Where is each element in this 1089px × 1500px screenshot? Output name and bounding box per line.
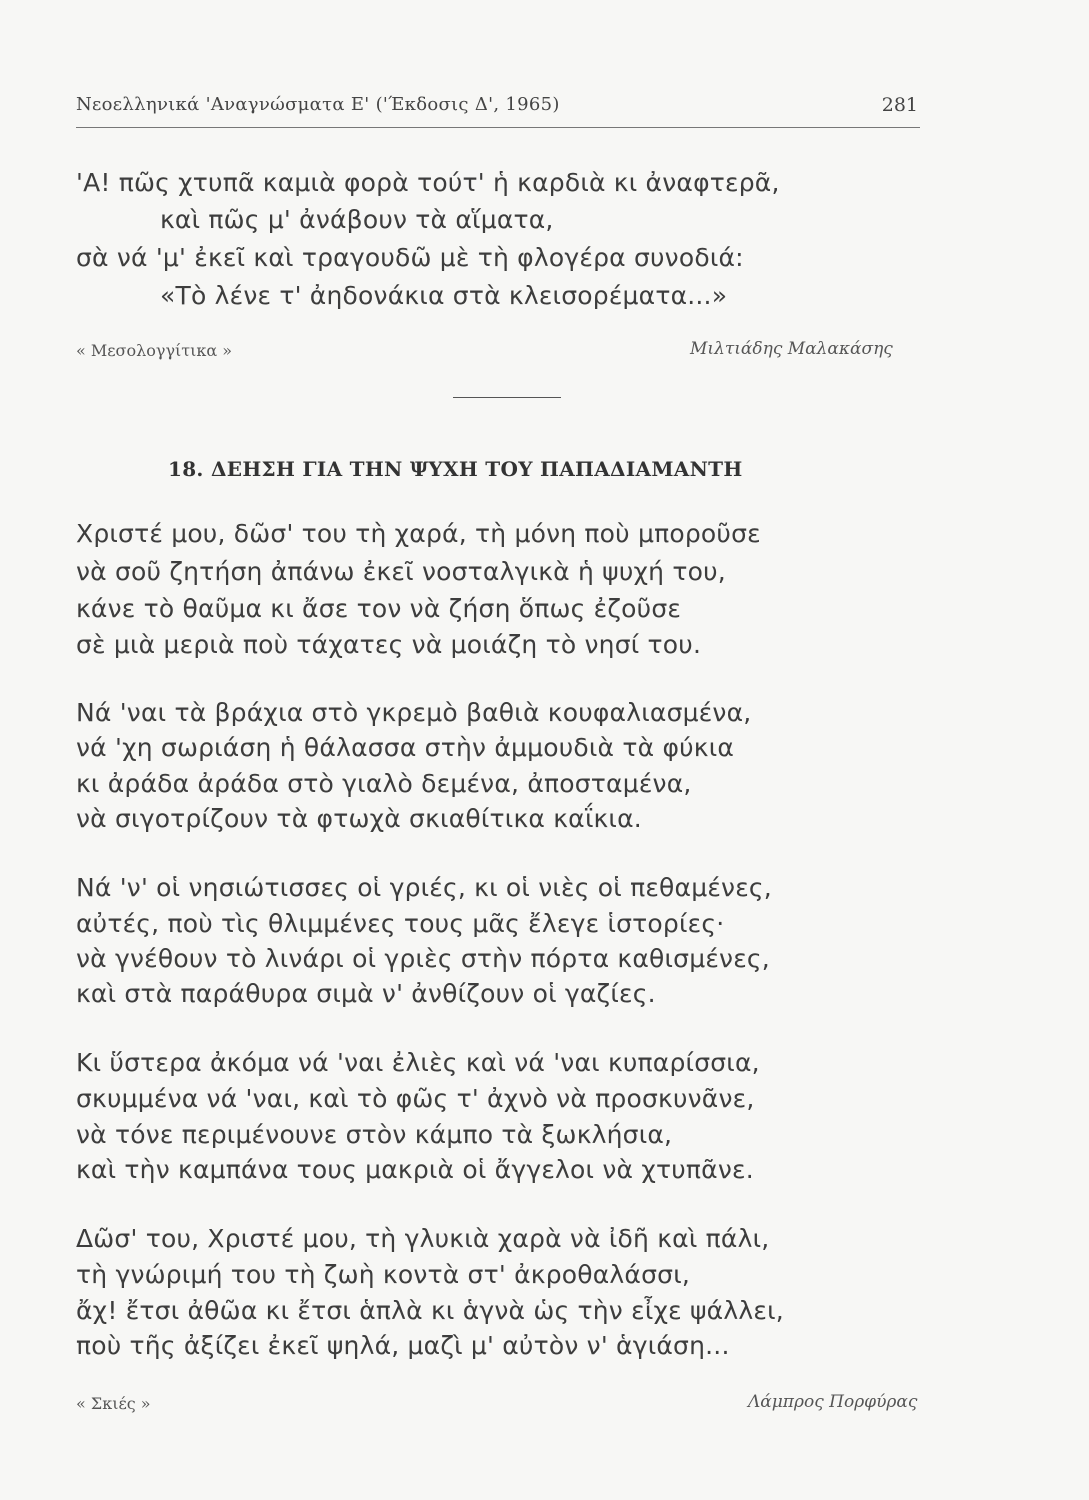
poem2-line: νὰ γνέθουν τὸ λινάρι οἱ γριὲς στὴν πόρτα καθισμένες, [76, 944, 770, 973]
poem1-author: Μιλτιάδης Μαλακάσης [690, 339, 893, 359]
header-rule [76, 127, 920, 128]
poem2-line: Χριστέ μου, δῶσ' του τὴ χαρά, τὴ μόνη ποὺ μποροῦσε [76, 519, 761, 548]
poem2-line: ποὺ τῆς ἀξίζει ἐκεῖ ψηλά, μαζὶ μ' αὐτὸν ν' ἁγιάση... [76, 1331, 730, 1360]
poem2-line: νὰ σιγοτρίζουν τὰ φτωχὰ σκιαθίτικα καΐκια. [76, 804, 642, 833]
poem2-line: νὰ σοῦ ζητήση ἀπάνω ἐκεῖ νοσταλγικὰ ἡ ψυχή του, [76, 557, 726, 586]
poem1-line: καὶ πῶς μ' ἀνάβουν τὰ αἵματα, [160, 205, 554, 234]
poem2-source: « Σκιές » [76, 1394, 151, 1413]
poem2-line: καὶ στὰ παράθυρα σιμὰ ν' ἀνθίζουν οἱ γαζίες. [76, 979, 656, 1008]
poem2-line: κι ἀράδα ἀράδα στὸ γιαλὸ δεμένα, ἀποσταμένα, [76, 769, 692, 798]
poem2-line: καὶ τὴν καμπάνα τους μακριὰ οἱ ἄγγελοι νὰ χτυπᾶνε. [76, 1155, 754, 1184]
poem2-line: Νά 'ναι τὰ βράχια στὸ γκρεμὸ βαθιὰ κουφαλιασμένα, [76, 698, 752, 727]
poem1-line: σὰ νά 'μ' ἐκεῖ καὶ τραγουδῶ μὲ τὴ φλογέρα συνοδιά: [76, 243, 744, 272]
poem2-title: 18. ΔΕΗΣΗ ΓΙΑ ΤΗΝ ΨΥΧΗ ΤΟΥ ΠΑΠΑΔΙΑΜΑΝΤΗ [168, 457, 743, 481]
poem2-line: τὴ γνώριμή του τὴ ζωὴ κοντὰ στ' ἀκροθαλάσσι, [76, 1260, 691, 1289]
poem2-line: νὰ τόνε περιμένουνε στὸν κάμπο τὰ ξωκλήσια, [76, 1120, 673, 1149]
poem2-line: Δῶσ' του, Χριστέ μου, τὴ γλυκιὰ χαρὰ νὰ ἰδῆ καὶ πάλι, [76, 1224, 770, 1253]
header-title: Νεοελληνικά 'Αναγνώσματα Ε' ('Έκδοσις Δ', 1965) [76, 94, 560, 115]
poem2-line: νά 'χη σωριάση ἡ θάλασσα στὴν ἀμμουδιὰ τὰ φύκια [76, 733, 735, 762]
poem2-line: σὲ μιὰ μεριὰ ποὺ τάχατες νὰ μοιάζη τὸ νησί του. [76, 630, 702, 659]
poem2-author: Λάμπρος Πορφύρας [748, 1392, 918, 1412]
poem2-line: ἄχ! ἔτσι ἀθῶα κι ἔτσι ἁπλὰ κι ἁγνὰ ὡς τὴν εἶχε ψάλλει, [76, 1296, 784, 1325]
poem2-line: σκυμμένα νά 'ναι, καὶ τὸ φῶς τ' ἀχνὸ νὰ προσκυνᾶνε, [76, 1084, 755, 1113]
poem2-line: κάνε τὸ θαῦμα κι ἄσε τον νὰ ζήση ὅπως ἐζοῦσε [76, 594, 682, 623]
section-divider [453, 397, 561, 398]
poem1-line: 'Α! πῶς χτυπᾶ καμιὰ φορὰ τούτ' ἡ καρδιὰ κι ἀναφτερᾶ, [76, 168, 780, 197]
poem1-line: «Τὸ λένε τ' ἀηδονάκια στὰ κλεισορέματα...» [160, 281, 728, 310]
poem1-source: « Μεσολογγίτικα » [76, 341, 233, 360]
poem2-line: Νά 'ν' οἱ νησιώτισσες οἱ γριές, κι οἱ νιὲς οἱ πεθαμένες, [76, 873, 772, 902]
poem2-line: αὐτές, ποὺ τὶς θλιμμένες τους μᾶς ἔλεγε ἱστορίες· [76, 909, 725, 938]
page-number: 281 [881, 94, 918, 116]
poem2-line: Κι ὕστερα ἀκόμα νά 'ναι ἐλιὲς καὶ νά 'ναι κυπαρίσσια, [76, 1048, 760, 1077]
